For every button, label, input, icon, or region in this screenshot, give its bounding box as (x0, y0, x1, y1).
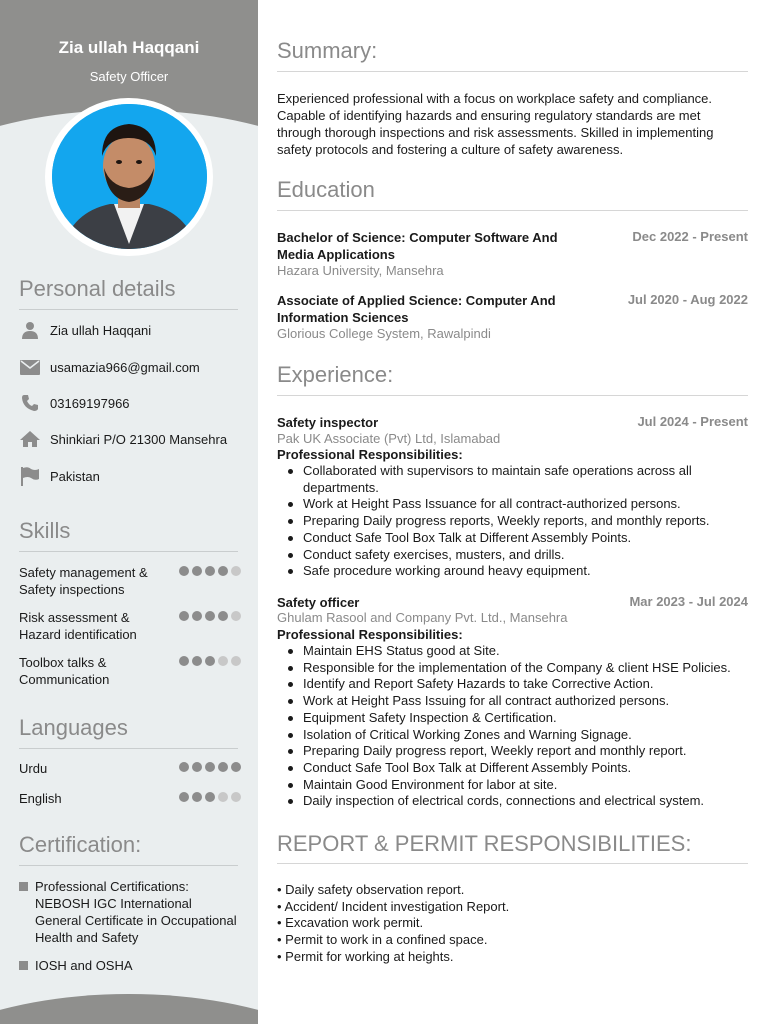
certification-item (19, 878, 241, 946)
skill-item (19, 564, 241, 598)
list-item: Responsible for the implementation of the Company & client HSE Policies. (277, 660, 748, 677)
rating-dot-filled (179, 566, 189, 576)
language-name: Urdu (19, 761, 48, 776)
education-degree: Bachelor of Science: Computer Software And Media Applications (277, 230, 558, 262)
rating-dot-filled (205, 792, 215, 802)
rating-dot-empty (218, 656, 228, 666)
experience-divider (277, 395, 748, 396)
skill-rating (179, 611, 241, 621)
skill-item (19, 654, 241, 688)
rating-dot-empty (218, 792, 228, 802)
skill-name: Risk assessment & Hazard identification (19, 610, 137, 642)
skills-divider (19, 551, 238, 552)
rating-dot-filled (192, 566, 202, 576)
sidebar (0, 0, 258, 1024)
square-bullet-icon (19, 882, 28, 891)
footer-curve (0, 994, 258, 1024)
rating-dot-filled (231, 762, 241, 772)
skill-rating (179, 566, 241, 576)
summary-title: Summary: (277, 38, 378, 63)
personal-country-text: Pakistan (50, 468, 100, 484)
language-item (19, 790, 241, 807)
reports-list (277, 882, 748, 966)
experience-position: Safety officer (277, 595, 360, 610)
rating-dot-filled (179, 792, 189, 802)
square-bullet-icon (19, 961, 28, 970)
skill-rating (179, 656, 241, 666)
list-item: • Permit to work in a confined space. (277, 932, 488, 948)
envelope-icon (19, 357, 41, 377)
reports-title: REPORT & PERMIT RESPONSIBILITIES: (277, 831, 692, 856)
personal-details-title: Personal details (19, 276, 176, 301)
list-item: • Permit for working at heights. (277, 948, 454, 964)
certification-text: Professional Certifications: NEBOSH IGC International General Certificate in Occupational Health and Safety (35, 879, 237, 945)
list-item: Isolation of Critical Working Zones and Warning Signage. (277, 727, 748, 744)
skills-title: Skills (19, 518, 71, 543)
rating-dot-filled (179, 611, 189, 621)
languages-divider (19, 748, 238, 749)
education-title: Education (277, 177, 375, 202)
experience-company: Ghulam Rasool and Company Pvt. Ltd., Mansehra (277, 610, 568, 625)
rating-dot-filled (192, 762, 202, 772)
responsibilities-title: Professional Responsibilities: (277, 447, 463, 462)
rating-dot-filled (218, 611, 228, 621)
list-item: Conduct Safe Tool Box Talk at Different Assembly Points. (277, 530, 748, 547)
person-icon (19, 320, 41, 340)
language-name: English (19, 791, 62, 806)
rating-dot-filled (205, 762, 215, 772)
list-item: • Excavation work permit. (277, 915, 424, 931)
skill-name: Toolbox talks & Communication (19, 655, 110, 687)
profile-photo (52, 104, 207, 249)
rating-dot-empty (231, 566, 241, 576)
personal-divider (19, 309, 238, 310)
education-date: Dec 2022 - Present (632, 229, 748, 244)
flag-icon (19, 466, 41, 486)
skill-name: Safety management & Safety inspections (19, 565, 148, 597)
personal-item-country (19, 466, 100, 486)
list-item: Work at Height Pass Issuing for all contract authorized persons. (277, 693, 748, 710)
list-item: Preparing Daily progress report, Weekly report and monthly report. (277, 743, 748, 760)
list-item: Maintain Good Environment for labor at site. (277, 777, 748, 794)
education-date: Jul 2020 - Aug 2022 (627, 292, 748, 307)
summary-text: Experienced professional with a focus on workplace safety and compliance. Capable of identifying hazards and ensuring regulatory standards are met through thorough inspections and risk assessments. Skilled in implementing safety protocols and fostering a culture of safety awareness. (277, 91, 714, 157)
profile-role: Safety Officer (89, 69, 169, 84)
experience-company: Pak UK Associate (Pvt) Ltd, Islamabad (277, 431, 501, 446)
list-item: • Daily safety observation report. (277, 882, 465, 897)
certification-divider (19, 865, 238, 866)
list-item: Identify and Report Safety Hazards to take Corrective Action. (277, 676, 748, 693)
rating-dot-filled (205, 656, 215, 666)
summary-divider (277, 71, 748, 72)
personal-item-phone (19, 393, 130, 413)
language-item (19, 760, 241, 777)
rating-dot-filled (205, 566, 215, 576)
list-item: Conduct safety exercises, musters, and drills. (277, 547, 748, 564)
rating-dot-filled (179, 656, 189, 666)
personal-address-text: Shinkiari P/O 21300 Mansehra (50, 431, 228, 447)
experience-title: Experience: (277, 362, 394, 387)
personal-item-name (19, 320, 151, 340)
language-rating (179, 792, 241, 802)
responsibilities-list (277, 463, 748, 580)
list-item: Collaborated with supervisors to maintain safe operations across all departments. (277, 463, 748, 496)
list-item: Safe procedure working around heavy equipment. (277, 563, 748, 580)
rating-dot-filled (218, 762, 228, 772)
reports-divider (277, 863, 748, 864)
list-item: Work at Height Pass Issuance for all contract-authorized persons. (277, 496, 748, 513)
list-item: Daily inspection of electrical cords, connections and electrical system. (277, 793, 748, 810)
experience-position: Safety inspector (277, 415, 379, 430)
list-item: • Accident/ Incident investigation Report. (277, 898, 510, 914)
rating-dot-filled (218, 566, 228, 576)
rating-dot-empty (231, 792, 241, 802)
personal-email-text[interactable]: usamazia966@gmail.com (50, 359, 200, 375)
certification-title: Certification: (19, 832, 142, 857)
education-degree: Associate of Applied Science: Computer And Information Sciences (277, 293, 556, 325)
list-item: Conduct Safe Tool Box Talk at Different Assembly Points. (277, 760, 748, 777)
rating-dot-filled (192, 792, 202, 802)
skill-item (19, 609, 241, 643)
education-divider (277, 210, 748, 211)
personal-item-address (19, 429, 227, 449)
list-item: Preparing Daily progress reports, Weekly reports, and monthly reports. (277, 513, 748, 530)
rating-dot-filled (192, 656, 202, 666)
personal-item-email (19, 357, 200, 377)
phone-icon (19, 393, 41, 413)
responsibilities-title: Professional Responsibilities: (277, 627, 463, 642)
home-icon (19, 429, 41, 449)
rating-dot-filled (179, 762, 189, 772)
profile-name: Zia ullah Haqqani (58, 38, 200, 57)
education-school: Glorious College System, Rawalpindi (277, 326, 491, 341)
rating-dot-filled (205, 611, 215, 621)
certification-text: IOSH and OSHA (35, 958, 133, 973)
experience-date: Jul 2024 - Present (637, 414, 748, 429)
rating-dot-empty (231, 611, 241, 621)
responsibilities-list (277, 643, 748, 810)
rating-dot-empty (231, 656, 241, 666)
education-school: Hazara University, Mansehra (277, 263, 444, 278)
list-item: Maintain EHS Status good at Site. (277, 643, 748, 660)
personal-phone-text[interactable]: 03169197966 (50, 395, 130, 411)
list-item: Equipment Safety Inspection & Certification. (277, 710, 748, 727)
language-rating (179, 762, 241, 772)
rating-dot-filled (192, 611, 202, 621)
personal-name-text: Zia ullah Haqqani (50, 322, 152, 338)
certification-item (19, 957, 241, 974)
languages-title: Languages (19, 715, 128, 740)
experience-date: Mar 2023 - Jul 2024 (629, 594, 748, 609)
